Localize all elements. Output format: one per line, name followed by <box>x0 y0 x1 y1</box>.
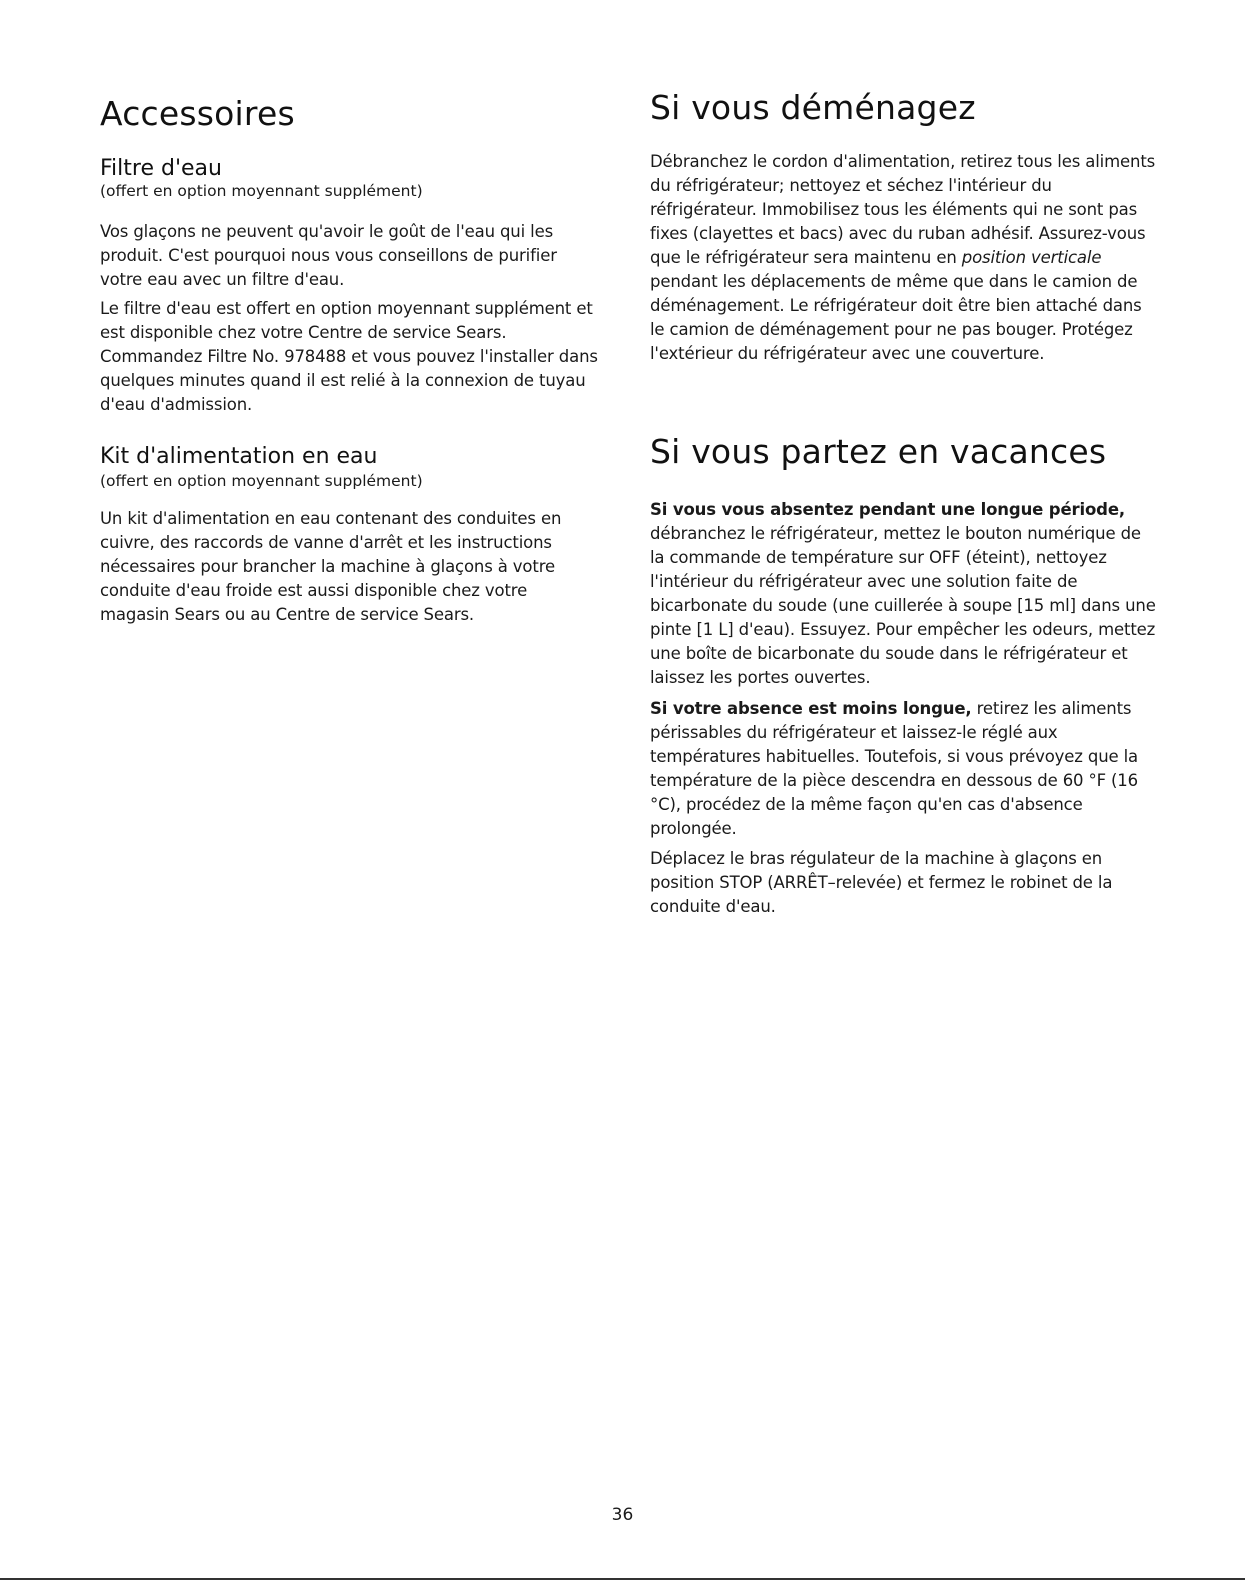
water-kit-paragraph: Un kit d'alimentation en eau contenant des conduites en cuivre, des raccords de vanne d'arrêt et les instructions nécessaires pour brancher la machine à glaçons à votre conduite d'eau froide est aussi disponible chez votre magasin Sears ou au Centre de service Sears. <box>100 509 562 624</box>
moving-paragraph <box>650 150 1160 366</box>
water-kit-heading: Kit d'alimentation en eau <box>100 444 378 469</box>
moving-text-b: pendant les déplacements de même que dans le camion de déménagement. Le réfrigérateur doit être bien attaché dans le camion de déménagement pour ne pas bouger. Protégez l'extérieur du réfrigérateur avec une couverture. <box>650 272 1142 363</box>
water-filter-paragraph-1: Vos glaçons ne peuvent qu'avoir le goût de l'eau qui les produit. C'est pourquoi nous vous conseillons de purifier votre eau avec un filtre d'eau. <box>100 222 557 289</box>
vacation-long-text: débranchez le réfrigérateur, mettez le bouton numérique de la commande de température sur OFF (éteint), nettoyez l'intérieur du réfrigérateur avec une solution faite de bicarbonate du soude (une cuillerée à soupe [15 ml] dans une pinte [1 L] d'eau). Essuyez. Pour empêcher les odeurs, mettez une boîte de bicarbonate du soude dans le réfrigérateur et laissez les portes ouvertes. <box>650 524 1156 687</box>
vacation-title: Si vous partez en vacances <box>650 432 1107 471</box>
vacation-long-lead: Si vous vous absentez pendant une longue période, <box>650 500 1126 519</box>
water-filter-heading: Filtre d'eau <box>100 156 222 181</box>
vacation-icemaker-paragraph: Déplacez le bras régulateur de la machine à glaçons en position STOP (ARRÊT–relevée) et fermez le robinet de la conduite d'eau. <box>650 849 1113 916</box>
water-kit-note: (offert en option moyennant supplément) <box>100 472 423 490</box>
water-filter-note: (offert en option moyennant supplément) <box>100 182 423 200</box>
page-number: 36 <box>611 1505 634 1525</box>
bottom-rule <box>0 1578 1245 1580</box>
vacation-short-paragraph <box>650 697 1160 841</box>
accessories-title: Accessoires <box>100 94 295 133</box>
moving-title: Si vous déménagez <box>650 88 976 127</box>
vacation-long-paragraph <box>650 498 1160 690</box>
vacation-short-text: retirez les aliments périssables du réfrigérateur et laissez-le réglé aux températures habituelles. Toutefois, si vous prévoyez que la température de la pièce descendra en dessous de 60 °F (16 °C), procédez de la même façon qu'en cas d'absence prolongée. <box>650 699 1139 838</box>
water-filter-paragraph-2: Le filtre d'eau est offert en option moyennant supplément et est disponible chez votre Centre de service Sears. Commandez Filtre No. 978488 et vous pouvez l'installer dans quelques minutes quand il est relié à la connexion de tuyau d'eau d'admission. <box>100 299 598 414</box>
moving-emphasis: position verticale <box>961 248 1102 267</box>
moving-text-a: Débranchez le cordon d'alimentation, retirez tous les aliments du réfrigérateur; nettoyez et séchez l'intérieur du réfrigérateur. Immobilisez tous les éléments qui ne sont pas fixes (clayettes et bacs) avec du ruban adhésif. Assurez-vous que le réfrigérateur sera maintenu en <box>650 152 1156 267</box>
vacation-short-lead: Si votre absence est moins longue, <box>650 699 972 718</box>
